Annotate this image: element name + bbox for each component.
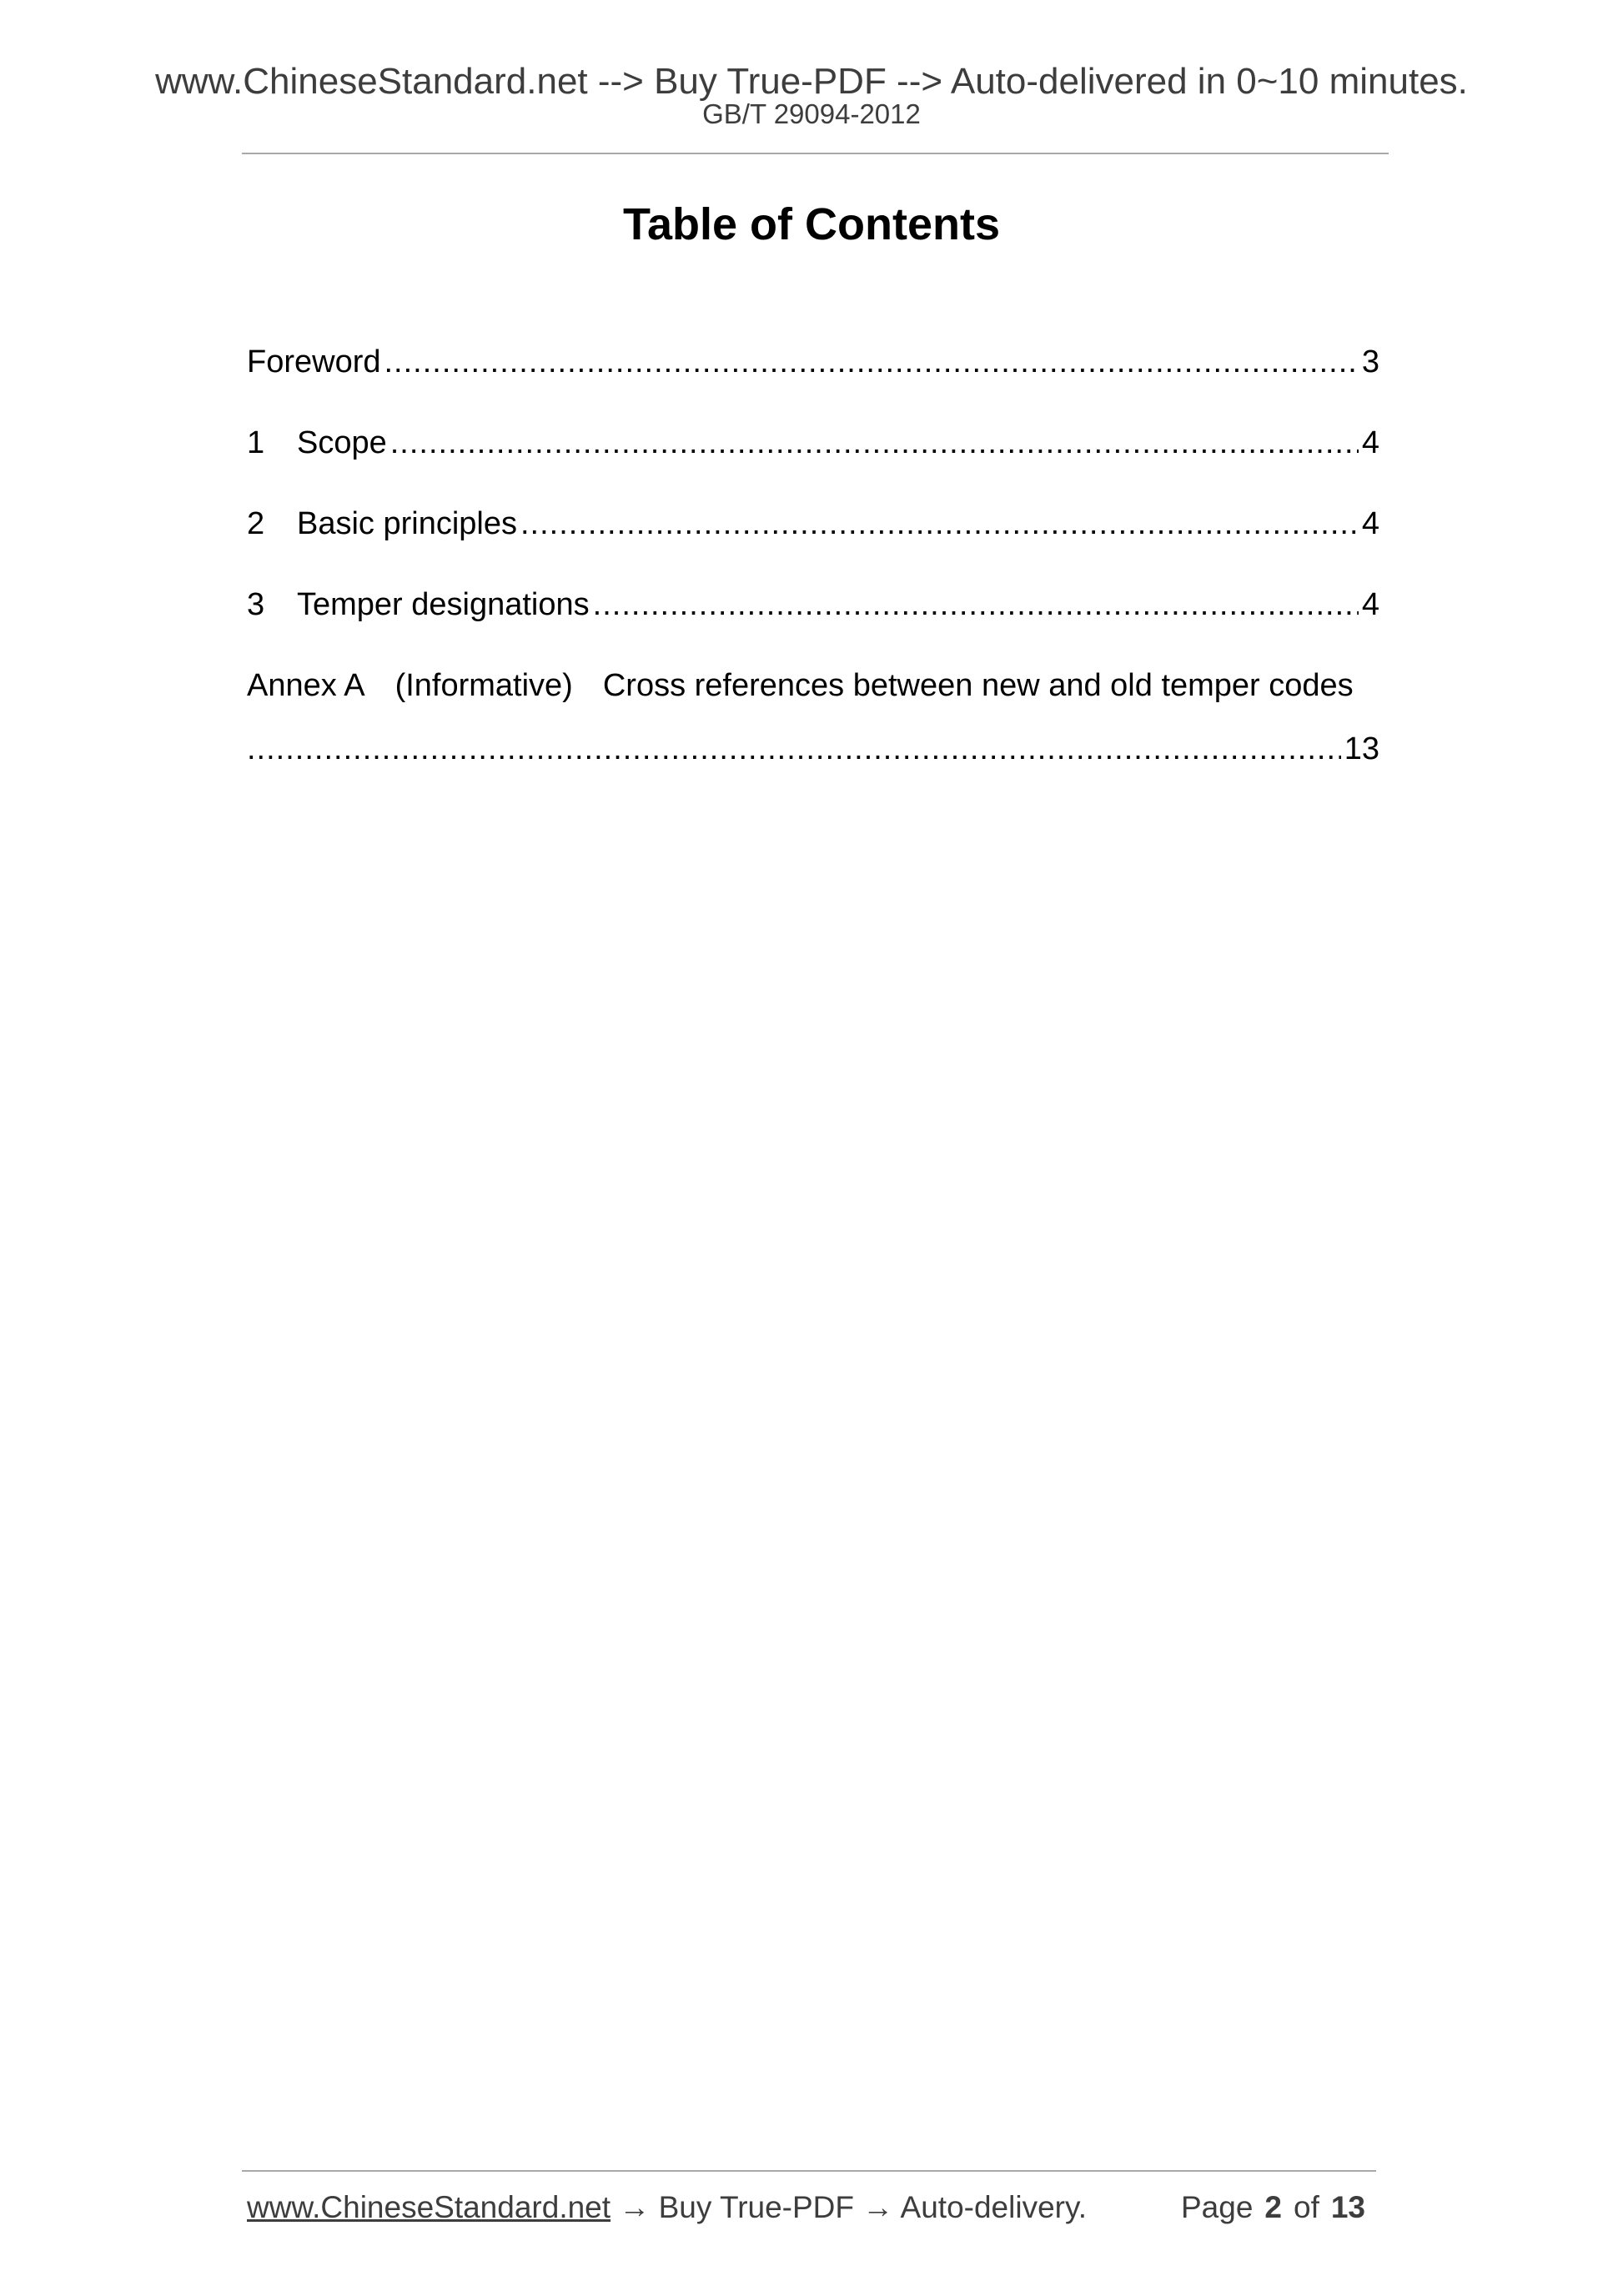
toc-leader-dots [520,504,1359,544]
toc-section-number: 1 [247,425,265,460]
toc-page-number: 4 [1361,425,1379,460]
footer-delivery-text: Auto-delivery. [900,2190,1088,2224]
footer-divider [242,2170,1376,2172]
toc-page-number: 13 [1344,731,1379,766]
page-indicator [1181,2192,1365,2223]
footer-left [247,2192,1087,2223]
page-title: Table of Contents [623,199,1000,249]
header-banner: www.ChineseStandard.net --> Buy True-PDF --> Auto-delivered in 0~10 minutes. [155,61,1468,102]
page-word: Page [1181,2190,1254,2224]
toc-label: Basic principles [297,506,517,541]
toc-section-number: 2 [247,506,265,541]
toc-entry-basic-principles[interactable] [247,504,1379,544]
toc-leader-dots [390,423,1359,463]
page-total: 13 [1330,2190,1366,2224]
toc-entry-scope[interactable] [247,423,1379,463]
of-word: of [1294,2190,1319,2224]
toc-label: Scope [297,425,387,460]
toc-annex-kind: (Informative) [394,668,573,703]
header-divider [242,153,1389,154]
page-current: 2 [1264,2190,1282,2224]
toc-label: Cross references between new and old temper codes [602,668,1354,703]
toc-entry-temper-designations[interactable] [247,585,1379,625]
toc-label: Foreword [247,344,381,379]
footer-buy-text: Buy True-PDF [658,2190,855,2224]
toc-page-number: 4 [1361,587,1379,622]
toc-label: Temper designations [297,587,590,622]
toc-entry-annex-a[interactable] [247,666,1379,769]
toc-leader-dots [593,585,1359,625]
footer-site-link[interactable]: www.ChineseStandard.net [247,2190,611,2224]
toc-page-number: 4 [1361,506,1379,541]
toc-leader-dots [247,729,1341,769]
arrow-right-icon: → [862,2190,894,2224]
toc-annex-id: Annex A [247,668,365,703]
standard-code: GB/T 29094-2012 [702,98,921,129]
toc-page-number: 3 [1361,344,1379,379]
toc-leader-dots [384,342,1359,382]
toc-section-number: 3 [247,587,265,622]
arrow-right-icon: → [619,2190,651,2224]
toc-entry-foreword[interactable] [247,342,1379,382]
